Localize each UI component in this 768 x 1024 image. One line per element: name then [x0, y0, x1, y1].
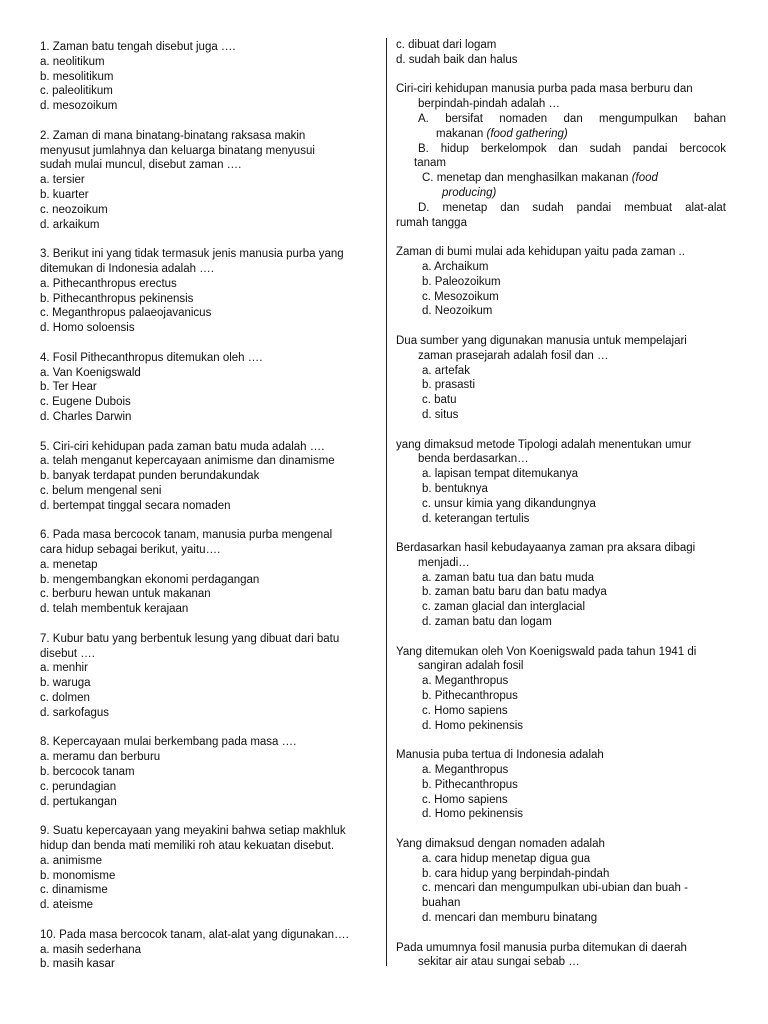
question-text: hidup dan benda mati memiliki roh atau kekuatan disebut. — [40, 840, 335, 853]
option: a. artefak — [422, 364, 470, 377]
question-text: Pada umumnya fosil manusia purba ditemukan di daerah — [396, 941, 687, 954]
option: a. Van Koenigswald — [40, 366, 141, 379]
option: b. kuarter — [40, 188, 89, 201]
option: d. mesozoikum — [40, 100, 118, 113]
option: a. lapisan tempat ditemukanya — [422, 468, 578, 481]
question-text: disebut …. — [40, 647, 95, 660]
option: a. animisme — [40, 854, 102, 867]
question-text: 5. Ciri-ciri kehidupan pada zaman batu muda adalah …. — [40, 440, 325, 453]
question-6 — [40, 528, 375, 617]
question-text: cara hidup sebagai berikut, yaitu…. — [40, 544, 221, 557]
option: b. masih kasar — [40, 958, 115, 971]
question-zaman-bumi — [396, 245, 736, 319]
option: b. Pithecanthropus pekinensis — [40, 292, 194, 305]
option: d. situs — [422, 408, 459, 421]
option: a. cara hidup menetap digua gua — [422, 852, 591, 865]
option: c. batu — [422, 394, 457, 407]
option: tanam — [414, 157, 446, 170]
question-nomaden — [396, 837, 736, 926]
option — [418, 171, 726, 186]
question-koenigswald — [396, 645, 736, 734]
question-text: Zaman di bumi mulai ada kehidupan yaitu pada zaman .. — [396, 246, 685, 259]
question-sumber — [396, 334, 736, 423]
option: b. Paleozoikum — [422, 275, 501, 288]
question-text: 10. Pada masa bercocok tanam, alat-alat yang digunakan…. — [40, 928, 349, 941]
option: a. menetap — [40, 558, 98, 571]
option: a. Archaikum — [422, 260, 489, 273]
option — [418, 186, 726, 201]
option: d. bertempat tinggal secara nomaden — [40, 499, 231, 512]
option: b. cara hidup yang berpindah-pindah — [422, 867, 610, 880]
option: b. banyak terdapat punden berundakundak — [40, 470, 260, 483]
question-text: sangiran adalah fosil — [418, 660, 524, 673]
question-manusia-tertua — [396, 748, 736, 822]
question-text: 2. Zaman di mana binatang-binatang raksasa makin — [40, 129, 306, 142]
option: c. Mesozoikum — [422, 290, 499, 303]
question-7 — [40, 632, 375, 721]
option: d. ateisme — [40, 899, 94, 912]
question-text: berpindah-pindah adalah … — [418, 98, 560, 111]
option: D. menetap dan sudah pandai membuat alat-alat — [418, 201, 726, 214]
question-text: menjadi… — [418, 556, 470, 569]
question-text: Berdasarkan hasil kebudayaanya zaman pra aksara dibagi — [396, 542, 696, 555]
option: c. Meganthropus palaeojavanicus — [40, 307, 212, 320]
question-fosil-daerah — [396, 941, 736, 971]
option: c. dolmen — [40, 692, 90, 705]
question-5 — [40, 440, 375, 514]
option-text: makanan — [436, 127, 484, 140]
question-2 — [40, 129, 375, 233]
question-text: ditemukan di Indonesia adalah …. — [40, 262, 214, 275]
question-8 — [40, 735, 375, 809]
option: d. keterangan tertulis — [422, 512, 530, 525]
question-text: yang dimaksud metode Tipologi adalah menentukan umur — [396, 438, 692, 451]
option: d. zaman batu dan logam — [422, 616, 552, 629]
left-column — [40, 40, 375, 987]
question-text: sudah mulai muncul, disebut zaman …. — [40, 159, 242, 172]
option: a. tersier — [40, 174, 85, 187]
option: a. Pithecanthropus erectus — [40, 277, 177, 290]
option: d. pertukangan — [40, 795, 117, 808]
option: a. neolitikum — [40, 55, 105, 68]
question-text: 1. Zaman batu tengah disebut juga …. — [40, 41, 236, 53]
question-text: sekitar air atau sungai sebab … — [418, 956, 580, 969]
question-text: Manusia puba tertua di Indonesia adalah — [396, 749, 604, 762]
option: b. Ter Hear — [40, 381, 97, 394]
option: c. Eugene Dubois — [40, 396, 131, 409]
option: c. berburu hewan untuk makanan — [40, 588, 211, 601]
question-text: 9. Suatu kepercayaan yang meyakini bahwa setiap makhluk — [40, 825, 346, 838]
question-text: 4. Fosil Pithecanthropus ditemukan oleh …. — [40, 351, 263, 364]
option: d. Homo pekinensis — [422, 808, 523, 821]
option: b. prasasti — [422, 379, 476, 392]
question-text: Dua sumber yang digunakan manusia untuk mempelajari — [396, 334, 687, 347]
option: b. waruga — [40, 677, 91, 690]
option-text-italic: (food — [631, 172, 658, 185]
option: c. paleolitikum — [40, 85, 113, 98]
question-text: menyusut jumlahnya dan keluarga binatang menyusui — [40, 144, 315, 157]
option: rumah tangga — [396, 216, 467, 229]
option — [418, 127, 726, 142]
option: d. Neozoikum — [422, 305, 493, 318]
option: d. Charles Darwin — [40, 410, 132, 423]
question-text: benda berdasarkan… — [418, 453, 529, 466]
option: d. sarkofagus — [40, 706, 110, 719]
option-text: C. menetap dan menghasilkan makanan — [422, 172, 629, 185]
option: B. hidup berkelompok dan sudah pandai bercocok — [418, 142, 726, 155]
question-ciri-ciri — [396, 82, 736, 230]
option: c. perundagian — [40, 780, 117, 793]
option: d. Homo soloensis — [40, 322, 135, 335]
option: d. Homo pekinensis — [422, 719, 523, 732]
question-10-continued — [396, 38, 736, 68]
option-text-italic: producing) — [442, 186, 497, 199]
question-text: 8. Kepercayaan mulai berkembang pada masa …. — [40, 736, 297, 749]
option: c. Homo sapiens — [422, 793, 508, 806]
option: c. mencari dan mengumpulkan ubi-ubian dan buah - — [422, 882, 688, 895]
option: buahan — [422, 897, 461, 910]
option: a. meramu dan berburu — [40, 751, 161, 764]
question-text: 3. Berikut ini yang tidak termasuk jenis manusia purba yang — [40, 248, 344, 261]
option: d. arkaikum — [40, 218, 100, 231]
option: A. bersifat nomaden dan mengumpulkan bahan — [418, 112, 726, 125]
option: a. telah menganut kepercayaan animisme dan dinamisme — [40, 455, 335, 468]
column-divider — [386, 38, 387, 966]
option: c. dinamisme — [40, 884, 108, 897]
option: a. menhir — [40, 662, 88, 675]
option: c. Homo sapiens — [422, 704, 508, 717]
question-text: 7. Kubur batu yang berbentuk lesung yang dibuat dari batu — [40, 632, 340, 645]
option: b. mesolitikum — [40, 70, 114, 83]
question-10 — [40, 928, 375, 972]
option: b. bentuknya — [422, 482, 488, 495]
option: b. mengembangkan ekonomi perdagangan — [40, 573, 260, 586]
option: c. zaman glacial dan interglacial — [422, 601, 586, 614]
option: c. dibuat dari logam — [396, 39, 497, 51]
question-text: Yang dimaksud dengan nomaden adalah — [396, 838, 605, 851]
question-4 — [40, 351, 375, 425]
right-column — [396, 38, 736, 985]
option: a. zaman batu tua dan batu muda — [422, 571, 594, 584]
option: b. Pithecanthropus — [422, 778, 518, 791]
question-tipologi — [396, 438, 736, 527]
option: d. sudah baik dan halus — [396, 53, 518, 66]
option: c. unsur kimia yang dikandungnya — [422, 497, 596, 510]
question-1 — [40, 40, 375, 114]
option: b. Pithecanthropus — [422, 690, 518, 703]
question-text: zaman prasejarah adalah fosil dan … — [418, 349, 609, 362]
question-text: 6. Pada masa bercocok tanam, manusia purba mengenal — [40, 529, 333, 542]
option: b. bercocok tanam — [40, 766, 135, 779]
option: d. telah membentuk kerajaan — [40, 603, 189, 616]
option: d. mencari dan memburu binatang — [422, 912, 598, 925]
option: a. Meganthropus — [422, 764, 509, 777]
question-3 — [40, 247, 375, 336]
option: a. masih sederhana — [40, 943, 142, 956]
option: b. monomisme — [40, 869, 116, 882]
question-text: Ciri-ciri kehidupan manusia purba pada masa berburu dan — [396, 83, 693, 96]
option: b. zaman batu baru dan batu madya — [422, 586, 607, 599]
option: a. Meganthropus — [422, 675, 509, 688]
option: c. neozoikum — [40, 203, 108, 216]
question-text: Yang ditemukan oleh Von Koenigswald pada tahun 1941 di — [396, 645, 697, 658]
question-kebudayaan — [396, 541, 736, 630]
question-9 — [40, 824, 375, 913]
option-text-italic: (food gathering) — [486, 127, 568, 140]
option: c. belum mengenal seni — [40, 484, 162, 497]
